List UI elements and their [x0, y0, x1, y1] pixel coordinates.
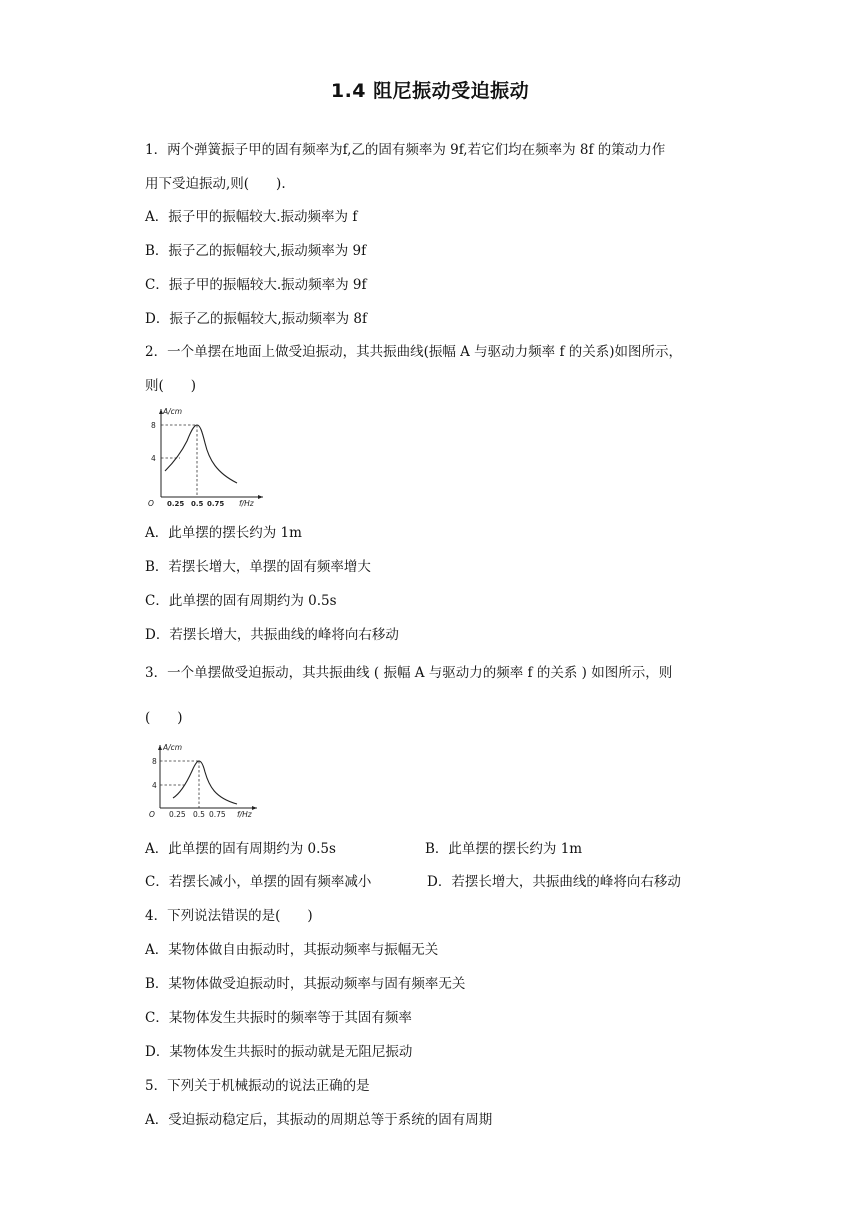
q2-stem-line2: 则( ) — [145, 378, 197, 394]
q2-x-tick-05: 0.5 — [191, 500, 204, 508]
q1-option-c: C．振子甲的振幅较大.振动频率为 9f — [145, 277, 367, 293]
q2-stem-line1: 2．一个单摆在地面上做受迫振动，其共振曲线(振幅 A 与驱动力频率 f 的关系)如图所示， — [145, 344, 683, 360]
page-title: 1.4 阻尼振动受迫振动 — [330, 80, 530, 102]
q4-option-b: B．某物体做受迫振动时，其振动频率与固有频率无关 — [145, 976, 466, 992]
q4-option-d: D．某物体发生共振时的振动就是无阻尼振动 — [145, 1044, 413, 1060]
q3-y-tick-4: 4 — [152, 781, 157, 790]
q3-resonance-curve-figure — [143, 742, 263, 824]
q2-x-arrow-icon — [258, 495, 263, 499]
q2-resonance-curve-figure — [143, 405, 268, 511]
q2-x-tick-025: 0.25 — [167, 500, 185, 508]
q2-option-c: C．此单摆的固有周期约为 0.5s — [145, 593, 337, 609]
q3-option-a: A．此单摆的固有周期约为 0.5s — [145, 841, 336, 857]
q5-stem: 5．下列关于机械振动的说法正确的是 — [145, 1078, 370, 1094]
q2-origin-label: O — [148, 499, 154, 508]
q4-stem: 4．下列说法错误的是( ) — [145, 908, 313, 924]
q3-x-tick-025: 0.25 — [169, 810, 186, 819]
q2-x-tick-075: 0.75 — [207, 500, 225, 508]
q3-option-d: D．若摆长增大，共振曲线的峰将向右移动 — [427, 874, 681, 890]
q3-option-c: C．若摆长减小，单摆的固有频率减小 — [145, 874, 372, 890]
q3-resonance-curve — [173, 761, 237, 804]
q4-option-c: C．某物体发生共振时的频率等于其固有频率 — [145, 1010, 412, 1026]
q3-y-arrow-icon — [158, 745, 162, 750]
q1-option-d: D．振子乙的振幅较大,振动频率为 8f — [145, 311, 367, 327]
q3-y-axis-label: A/cm — [163, 743, 183, 752]
q3-stem-line2: ( ) — [145, 710, 183, 726]
q3-stem-line1: 3．一个单摆做受迫振动，其共振曲线 ( 振幅 A 与驱动力的频率 f 的关系 ) 如图所示，则 — [145, 665, 673, 681]
q2-option-b: B．若摆长增大，单摆的固有频率增大 — [145, 559, 371, 575]
q4-option-a: A．某物体做自由振动时，其振动频率与振幅无关 — [145, 942, 439, 958]
q2-y-tick-8: 8 — [151, 421, 156, 430]
q2-option-d: D．若摆长增大，共振曲线的峰将向右移动 — [145, 627, 399, 643]
q3-origin-label: O — [149, 810, 155, 819]
q1-stem-line1: 1．两个弹簧振子甲的固有频率为f,乙的固有频率为 9f,若它们均在频率为 8f 的策动力作 — [145, 142, 666, 158]
q1-option-b: B．振子乙的振幅较大,振动频率为 9f — [145, 243, 367, 259]
q5-option-a: A．受迫振动稳定后，其振动的周期总等于系统的固有周期 — [145, 1112, 493, 1128]
q2-y-tick-4: 4 — [151, 454, 156, 463]
q3-x-axis-label: f/Hz — [237, 810, 252, 819]
q2-y-axis-label: A/cm — [163, 407, 183, 416]
q2-x-axis-label: f/Hz — [239, 499, 254, 508]
q3-x-tick-075: 0.75 — [209, 810, 226, 819]
q1-option-a: A．振子甲的振幅较大.振动频率为 f — [145, 209, 358, 225]
q3-x-arrow-icon — [252, 806, 257, 810]
q3-x-tick-05: 0.5 — [193, 810, 205, 819]
q2-resonance-curve — [165, 425, 237, 483]
q2-option-a: A．此单摆的摆长约为 1m — [145, 525, 302, 541]
q3-y-tick-8: 8 — [152, 757, 157, 766]
q1-stem-line2: 用下受迫振动,则( ). — [145, 176, 286, 192]
q3-option-b: B．此单摆的摆长约为 1m — [425, 841, 583, 857]
